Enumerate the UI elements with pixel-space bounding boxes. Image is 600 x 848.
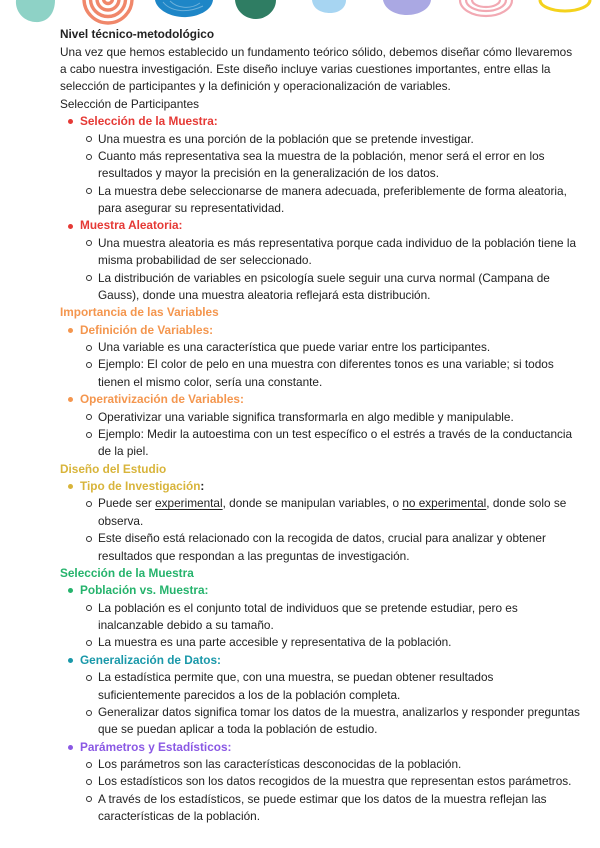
text-segment: Puede ser [98,496,156,511]
bullet-text-line: Los parámetros son las características desconocidas de la población. [98,757,462,772]
bullet-text-line: Generalizar datos significa tomar los datos de la muestra, analizarlos y responder preguntas [98,704,580,719]
item-label-text: Tipo de Investigación [80,479,201,494]
orange-rings-shape [84,0,132,23]
bullet-list [60,582,590,825]
bullet-circle-icon [86,154,92,160]
intro-line: selección de participantes y la definición y operacionalización de variables. [60,79,451,94]
sub-bullet-list [80,339,590,391]
bullet-dot-icon [68,119,73,124]
sub-list-item [80,669,590,704]
section-participant-selection [60,96,590,305]
item-label: Definición de Variables: [80,322,214,337]
bullet-list [60,478,590,565]
bullet-circle-icon [86,536,92,542]
item-label: Población vs. Muestra: [80,583,209,598]
list-item [60,739,590,826]
section-sample-selection [60,565,590,826]
bullet-circle-icon [86,362,92,368]
bullet-circle-icon [86,345,92,351]
sub-bullet-list [80,131,590,218]
lavender-blob-shape [383,0,431,15]
bullet-dot-icon [68,658,73,663]
list-item [60,322,590,392]
sub-list-item [80,495,590,530]
bullet-dot-icon [68,484,73,489]
bullet-text-line: Cuanto más representativa sea la muestra de la población, menor será el error en los [98,148,545,163]
bullet-dot-icon [68,328,73,333]
section-variables [60,304,590,460]
bullet-text-line: La población es el conjunto total de individuos que se pretende estudiar, pero es [98,600,518,615]
item-label [80,478,590,495]
bullet-text-line: La estadística permite que, con una muestra, se puedan obtener resultados [98,670,494,685]
underlined-term: experimental [155,496,223,511]
bullet-text-line: A través de los estadísticos, se puede estimar que los datos de la muestra reflejan las [98,791,547,806]
bullet-text-line: de la piel. [98,444,149,459]
sub-list-item [80,756,590,773]
section-heading: Selección de la Muestra [60,565,194,580]
bullet-text-line: para asegurar su representatividad. [98,201,285,216]
document-body [60,26,590,825]
list-item [60,652,590,739]
bullet-text-line [98,495,590,512]
sub-list-item [80,773,590,790]
bullet-text-line: Gauss), donde una muestra aleatoria reflejará esta distribución. [98,287,431,302]
list-item [60,582,590,652]
lightblue-blob-shape [312,0,346,13]
sub-list-item [80,634,590,651]
bullet-text-line: Operativizar una variable significa transformarla en algo medible y manipulable. [98,409,514,424]
section-heading: Selección de Participantes [60,96,200,111]
bullet-text-line: Los estadísticos son los datos recogidos de la muestra que representan estos parámetros. [98,774,572,789]
intro-paragraph [60,44,590,96]
bullet-circle-icon [86,779,92,785]
intro-line: a cabo nuestra investigación. Este diseño incluye varias cuestiones importantes, entre ellas la [60,62,551,77]
sub-list-item [80,183,590,218]
section-study-design [60,461,590,565]
bullet-circle-icon [86,501,92,507]
bullet-text-line: observa. [98,513,144,528]
bullet-text-line: inalcanzable debido a su tamaño. [98,618,274,633]
yellow-ring-shape [540,0,590,11]
bullet-text-line: Ejemplo: El color de pelo en una muestra con diferentes tonos es una variable; si todos [98,357,554,372]
sub-list-item [80,235,590,270]
sub-bullet-list [80,235,590,305]
bullet-circle-icon [86,675,92,681]
bullet-text-line: que se puedan aplicar a toda la población de estudio. [98,722,378,737]
bullet-circle-icon [86,710,92,716]
sub-list-item [80,148,590,183]
bullet-text-line: tienen el mismo color, sería una constante. [98,374,323,389]
item-label: Operativización de Variables: [80,392,244,407]
intro-line: Una vez que hemos establecido un fundamento teórico sólido, debemos diseñar cómo llevaremos [60,44,573,59]
bullet-text-line: Ejemplo: Medir la autoestima con un test específico o el estrés a través de la conductancia [98,426,573,441]
bullet-text-line: La muestra debe seleccionarse de manera adecuada, preferiblemente de forma aleatoria, [98,183,567,198]
bullet-circle-icon [86,275,92,281]
bullet-circle-icon [86,432,92,438]
item-label-colon: : [200,479,205,494]
item-label: Selección de la Muestra: [80,114,218,129]
bullet-dot-icon [68,588,73,593]
bullet-dot-icon [68,745,73,750]
list-item [60,478,590,565]
underlined-term: no experimental [402,496,487,511]
bullet-text-line: suficientemente parecidos a los de la población completa. [98,687,401,702]
bullet-circle-icon [86,414,92,420]
sub-list-item [80,791,590,826]
sub-list-item [80,409,590,426]
sub-bullet-list [80,495,590,565]
bullet-text-line: misma probabilidad de ser seleccionado. [98,253,312,268]
section-heading: Importancia de las Variables [60,305,219,320]
sub-list-item [80,270,590,305]
sub-list-item [80,530,590,565]
text-segment: , donde se manipulan variables, o [222,496,403,511]
sub-list-item [80,426,590,461]
bullet-text-line: resultados que respondan a las preguntas de investigación. [98,548,410,563]
sub-list-item [80,600,590,635]
sub-list-item [80,339,590,356]
item-label: Generalización de Datos: [80,652,221,667]
blue-blob-shape [155,0,213,17]
bullet-list [60,322,590,461]
bullet-list [60,113,590,304]
bullet-circle-icon [86,796,92,802]
pink-arcs-shape [460,0,512,16]
bullet-text-line: La distribución de variables en psicología suele seguir una curva normal (Campana de [98,270,550,285]
item-label: Muestra Aleatoria: [80,218,183,233]
mint-blob-shape [16,0,55,22]
bullet-text-line: características de la población. [98,809,260,824]
item-label: Parámetros y Estadísticos: [80,739,232,754]
section-heading: Diseño del Estudio [60,461,167,476]
sub-bullet-list [80,409,590,461]
bullet-dot-icon [68,397,73,402]
sub-bullet-list [80,756,590,826]
document-title: Nivel técnico-metodológico [60,27,215,42]
bullet-circle-icon [86,188,92,194]
bullet-text-line: Una variable es una característica que puede variar entre los participantes. [98,340,491,355]
bullet-circle-icon [86,762,92,768]
list-item [60,391,590,461]
sub-bullet-list [80,600,590,652]
text-segment: , donde solo se [486,496,567,511]
bullet-circle-icon [86,240,92,246]
list-item [60,113,590,217]
sub-list-item [80,356,590,391]
bullet-text-line: resultados y mayor la precisión en la generalización de los datos. [98,166,439,181]
list-item [60,217,590,304]
sub-bullet-list [80,669,590,739]
bullet-text-line: Una muestra es una porción de la población que se pretende investigar. [98,131,474,146]
green-blob-shape [235,0,276,19]
bullet-circle-icon [86,136,92,142]
bullet-text-line: La muestra es una parte accesible y representativa de la población. [98,635,452,650]
bullet-text-line: Este diseño está relacionado con la recogida de datos, crucial para analizar y obtener [98,531,546,546]
bullet-text-line: Una muestra aleatoria es más representativa porque cada individuo de la población tiene la [98,235,577,250]
sub-list-item [80,704,590,739]
bullet-circle-icon [86,605,92,611]
bullet-dot-icon [68,224,73,229]
sub-list-item [80,131,590,148]
bullet-circle-icon [86,640,92,646]
